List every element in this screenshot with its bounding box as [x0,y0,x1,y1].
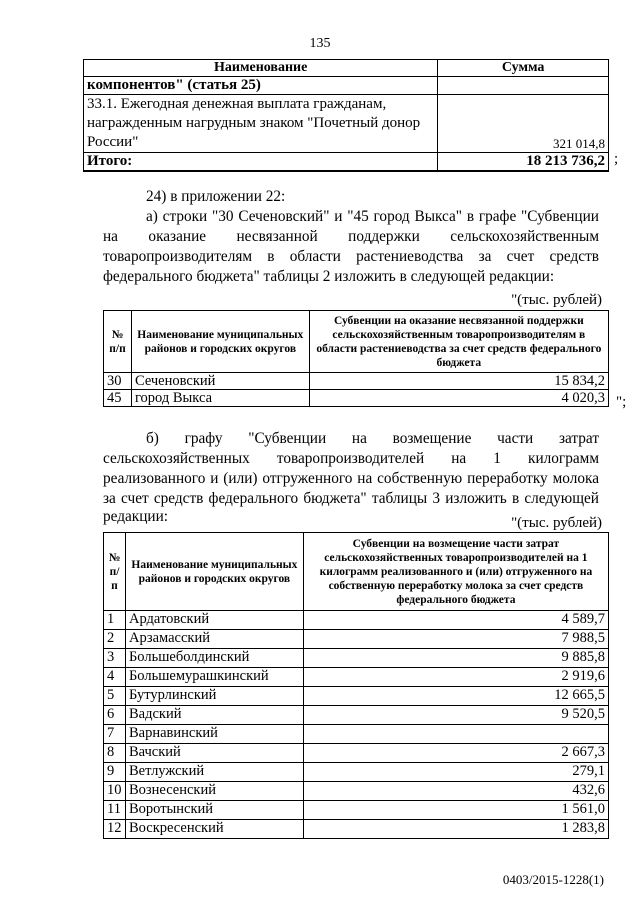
row-num: 3 [104,649,126,668]
para-b-line2: сельскохозяйственных товаропроизводителей на 1 килограмм [103,450,599,467]
row-num: 1 [104,611,126,630]
row-num: 8 [104,744,126,763]
table-header-row [104,533,609,611]
table-row [104,668,609,687]
header-amount: Сумма [438,60,609,77]
row-district: Варнавинский [125,725,303,744]
row-name: 33.1. Ежегодная денежная выплата гражданам, награжденным нагрудным знаком "Почетный донор России" [84,95,438,153]
table-header-row [104,311,609,373]
table1-trailing: ; [614,151,619,167]
row-num: 30 [104,373,132,390]
table-row [104,782,609,801]
row-num: 4 [104,668,126,687]
expenditure-table [83,59,609,172]
para-a-line2: на оказание несвязанной поддержки сельскохозяйственным [103,228,599,245]
row-district: Большеболдинский [125,649,303,668]
row-num: 5 [104,687,126,706]
para-a-line3: товаропроизводителям в области растениеводства за счет средств [103,248,599,265]
row-num: 7 [104,725,126,744]
row-num: 2 [104,630,126,649]
row-value: 4 589,7 [303,611,608,630]
table2-trailing: "; [616,394,627,410]
row-district: Воротынский [125,801,303,820]
document-code: 0403/2015-1228(1) [502,872,604,887]
row-amount: 321 014,8 [438,95,609,153]
header-name: Наименование [84,60,438,77]
unit-label-2: "(тыс. рублей) [511,292,602,308]
table-row [104,744,609,763]
row-num: 9 [104,763,126,782]
sechenovsky-table [103,310,609,407]
continuation-cell [84,77,438,95]
row-value: 1 561,0 [303,801,608,820]
row-value: 9 520,5 [303,706,608,725]
row-value: 12 665,5 [303,687,608,706]
table-body [104,611,609,839]
row-district: Вачский [125,744,303,763]
unit-label-3: "(тыс. рублей) [511,515,602,531]
row-value: 1 283,8 [303,820,608,839]
para-b-line4: за счет средств федерального бюджета" таблицы 3 изложить в следующей [103,490,599,507]
header-num: № п/п [104,311,132,373]
row-value: 432,6 [303,782,608,801]
row-district: Вознесенский [125,782,303,801]
table-header-row [84,60,609,77]
table-row [84,77,609,95]
row-num: 11 [104,801,126,820]
total-label: Итого: [84,153,438,172]
para-b-line1: б) графу "Субвенции на возмещение части затрат [146,430,599,447]
table-row [104,611,609,630]
row-district: Вадский [125,706,303,725]
para-a-line1: а) строки "30 Сеченовский" и "45 город Выкса" в графе "Субвенции [146,208,599,225]
row-value: 4 020,3 [309,390,608,407]
row-value: 9 885,8 [303,649,608,668]
para-b-line5: редакции: [103,508,169,525]
row-value: 2 919,6 [303,668,608,687]
table-row [104,725,609,744]
row-value: 15 834,2 [309,373,608,390]
table-row [84,95,609,153]
row-district: Арзамасский [125,630,303,649]
milk-subsidy-table [103,532,609,839]
page-number: 135 [309,36,331,51]
para-b-line3: реализованного и (или) отгруженного на собственную переработку молока [103,470,599,487]
table-row [104,706,609,725]
table-row [104,687,609,706]
table-row [104,649,609,668]
row-num: 12 [104,820,126,839]
row-value: 279,1 [303,763,608,782]
table-row [104,763,609,782]
table-row [104,820,609,839]
row-district: Бутурлинский [125,687,303,706]
row-value: 2 667,3 [303,744,608,763]
row-num: 45 [104,390,132,407]
item-24: 24) в приложении 22: [146,188,286,205]
row-district: город Выкса [131,390,309,407]
row-district: Большемурашкинский [125,668,303,687]
row-district: Сеченовский [131,373,309,390]
empty-cell [438,77,609,95]
row-district: Воскресенский [125,820,303,839]
row-district: Ардатовский [125,611,303,630]
total-row [84,153,609,172]
continuation-bold: компонентов" (статья 25) [87,77,261,93]
table-row [104,390,609,407]
total-amount: 18 213 736,2 [438,153,609,172]
row-num: 6 [104,706,126,725]
row-value [303,725,608,744]
header-num: № п/п [104,533,126,611]
header-district: Наименование муниципальных районов и городских округов [125,533,303,611]
header-district: Наименование муниципальных районов и городских округов [131,311,309,373]
table-row [104,373,609,390]
para-a-line4: федерального бюджета" таблицы 2 изложить в следующей редакции: [103,268,555,285]
table-row [104,801,609,820]
row-value: 7 988,5 [303,630,608,649]
header-subsidy: Субвенции на возмещение части затрат сельскохозяйственных товаропроизводителей на 1 килограмм реализованного и (или) отгруженного на собственную переработку молока за счет средств федерального бюджета [303,533,608,611]
table-row [104,630,609,649]
row-district: Ветлужский [125,763,303,782]
header-subsidy: Субвенции на оказание несвязанной поддержки сельскохозяйственным товаропроизводителям в области растениеводства за счет средств федерального бюджета [309,311,608,373]
row-num: 10 [104,782,126,801]
